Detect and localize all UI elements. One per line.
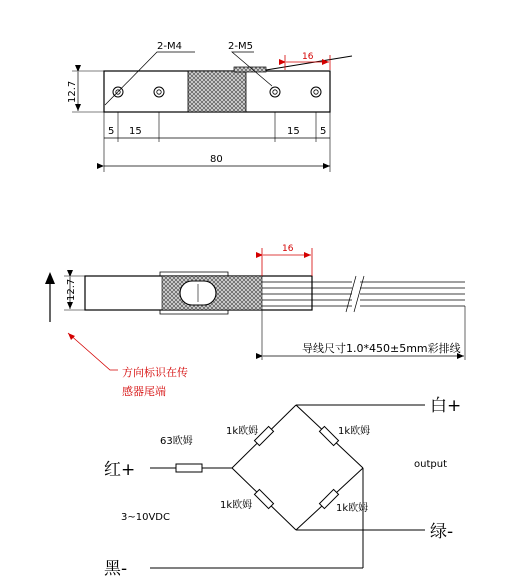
mounting-hole-4 — [311, 87, 321, 97]
red-plus-label: 红+ — [104, 460, 136, 480]
mounting-hole-3 — [270, 87, 280, 97]
bridge-wires — [150, 405, 425, 568]
strain-gauge-area-top — [188, 71, 246, 112]
cable-dim-top-label: 16 — [302, 52, 314, 62]
dim-5-right-label: 5 — [320, 126, 327, 137]
top-view — [67, 41, 352, 172]
output-label: output — [414, 459, 447, 470]
callout-m4-label: 2-M4 — [157, 41, 182, 52]
total-length-label: 80 — [210, 154, 223, 165]
resistor-63-ohm — [176, 464, 202, 472]
r-top-left-label: 1k欧姆 — [226, 426, 259, 437]
side-view — [45, 244, 465, 398]
voltage-label: 3~10VDC — [121, 512, 170, 523]
white-plus-label: 白+ — [430, 396, 462, 416]
resistor-63-label: 63欧姆 — [160, 436, 193, 447]
cable-dim-side-label: 16 — [282, 244, 294, 254]
direction-note-line1: 方向标识在传 — [122, 366, 188, 379]
wire-spec-note: 导线尺寸1.0*450±5mm彩排线 — [302, 342, 461, 355]
resistor-bottom-left — [254, 489, 273, 508]
r-bottom-left-label: 1k欧姆 — [220, 500, 253, 511]
direction-note-leader — [68, 333, 118, 370]
dim-15-left-label: 15 — [129, 126, 142, 137]
mounting-hole-2 — [154, 87, 164, 97]
bridge-circuit — [104, 396, 461, 579]
r-bottom-right-label: 1k欧姆 — [336, 503, 369, 514]
height-dim-top-label: 12.7 — [67, 80, 78, 103]
r-top-right-label: 1k欧姆 — [338, 426, 371, 437]
resistor-top-right — [319, 426, 338, 445]
black-minus-label: 黑- — [104, 559, 128, 579]
height-dim-side-label: 12.7 — [66, 278, 77, 301]
dim-5-left-label: 5 — [108, 126, 115, 137]
green-minus-label: 绿- — [430, 522, 454, 542]
callout-m5-label: 2-M5 — [228, 41, 253, 52]
direction-arrow — [45, 272, 55, 322]
direction-note-line2: 感器尾端 — [122, 385, 166, 398]
dim-15-right-label: 15 — [287, 126, 300, 137]
ribbon-wires — [262, 276, 465, 312]
